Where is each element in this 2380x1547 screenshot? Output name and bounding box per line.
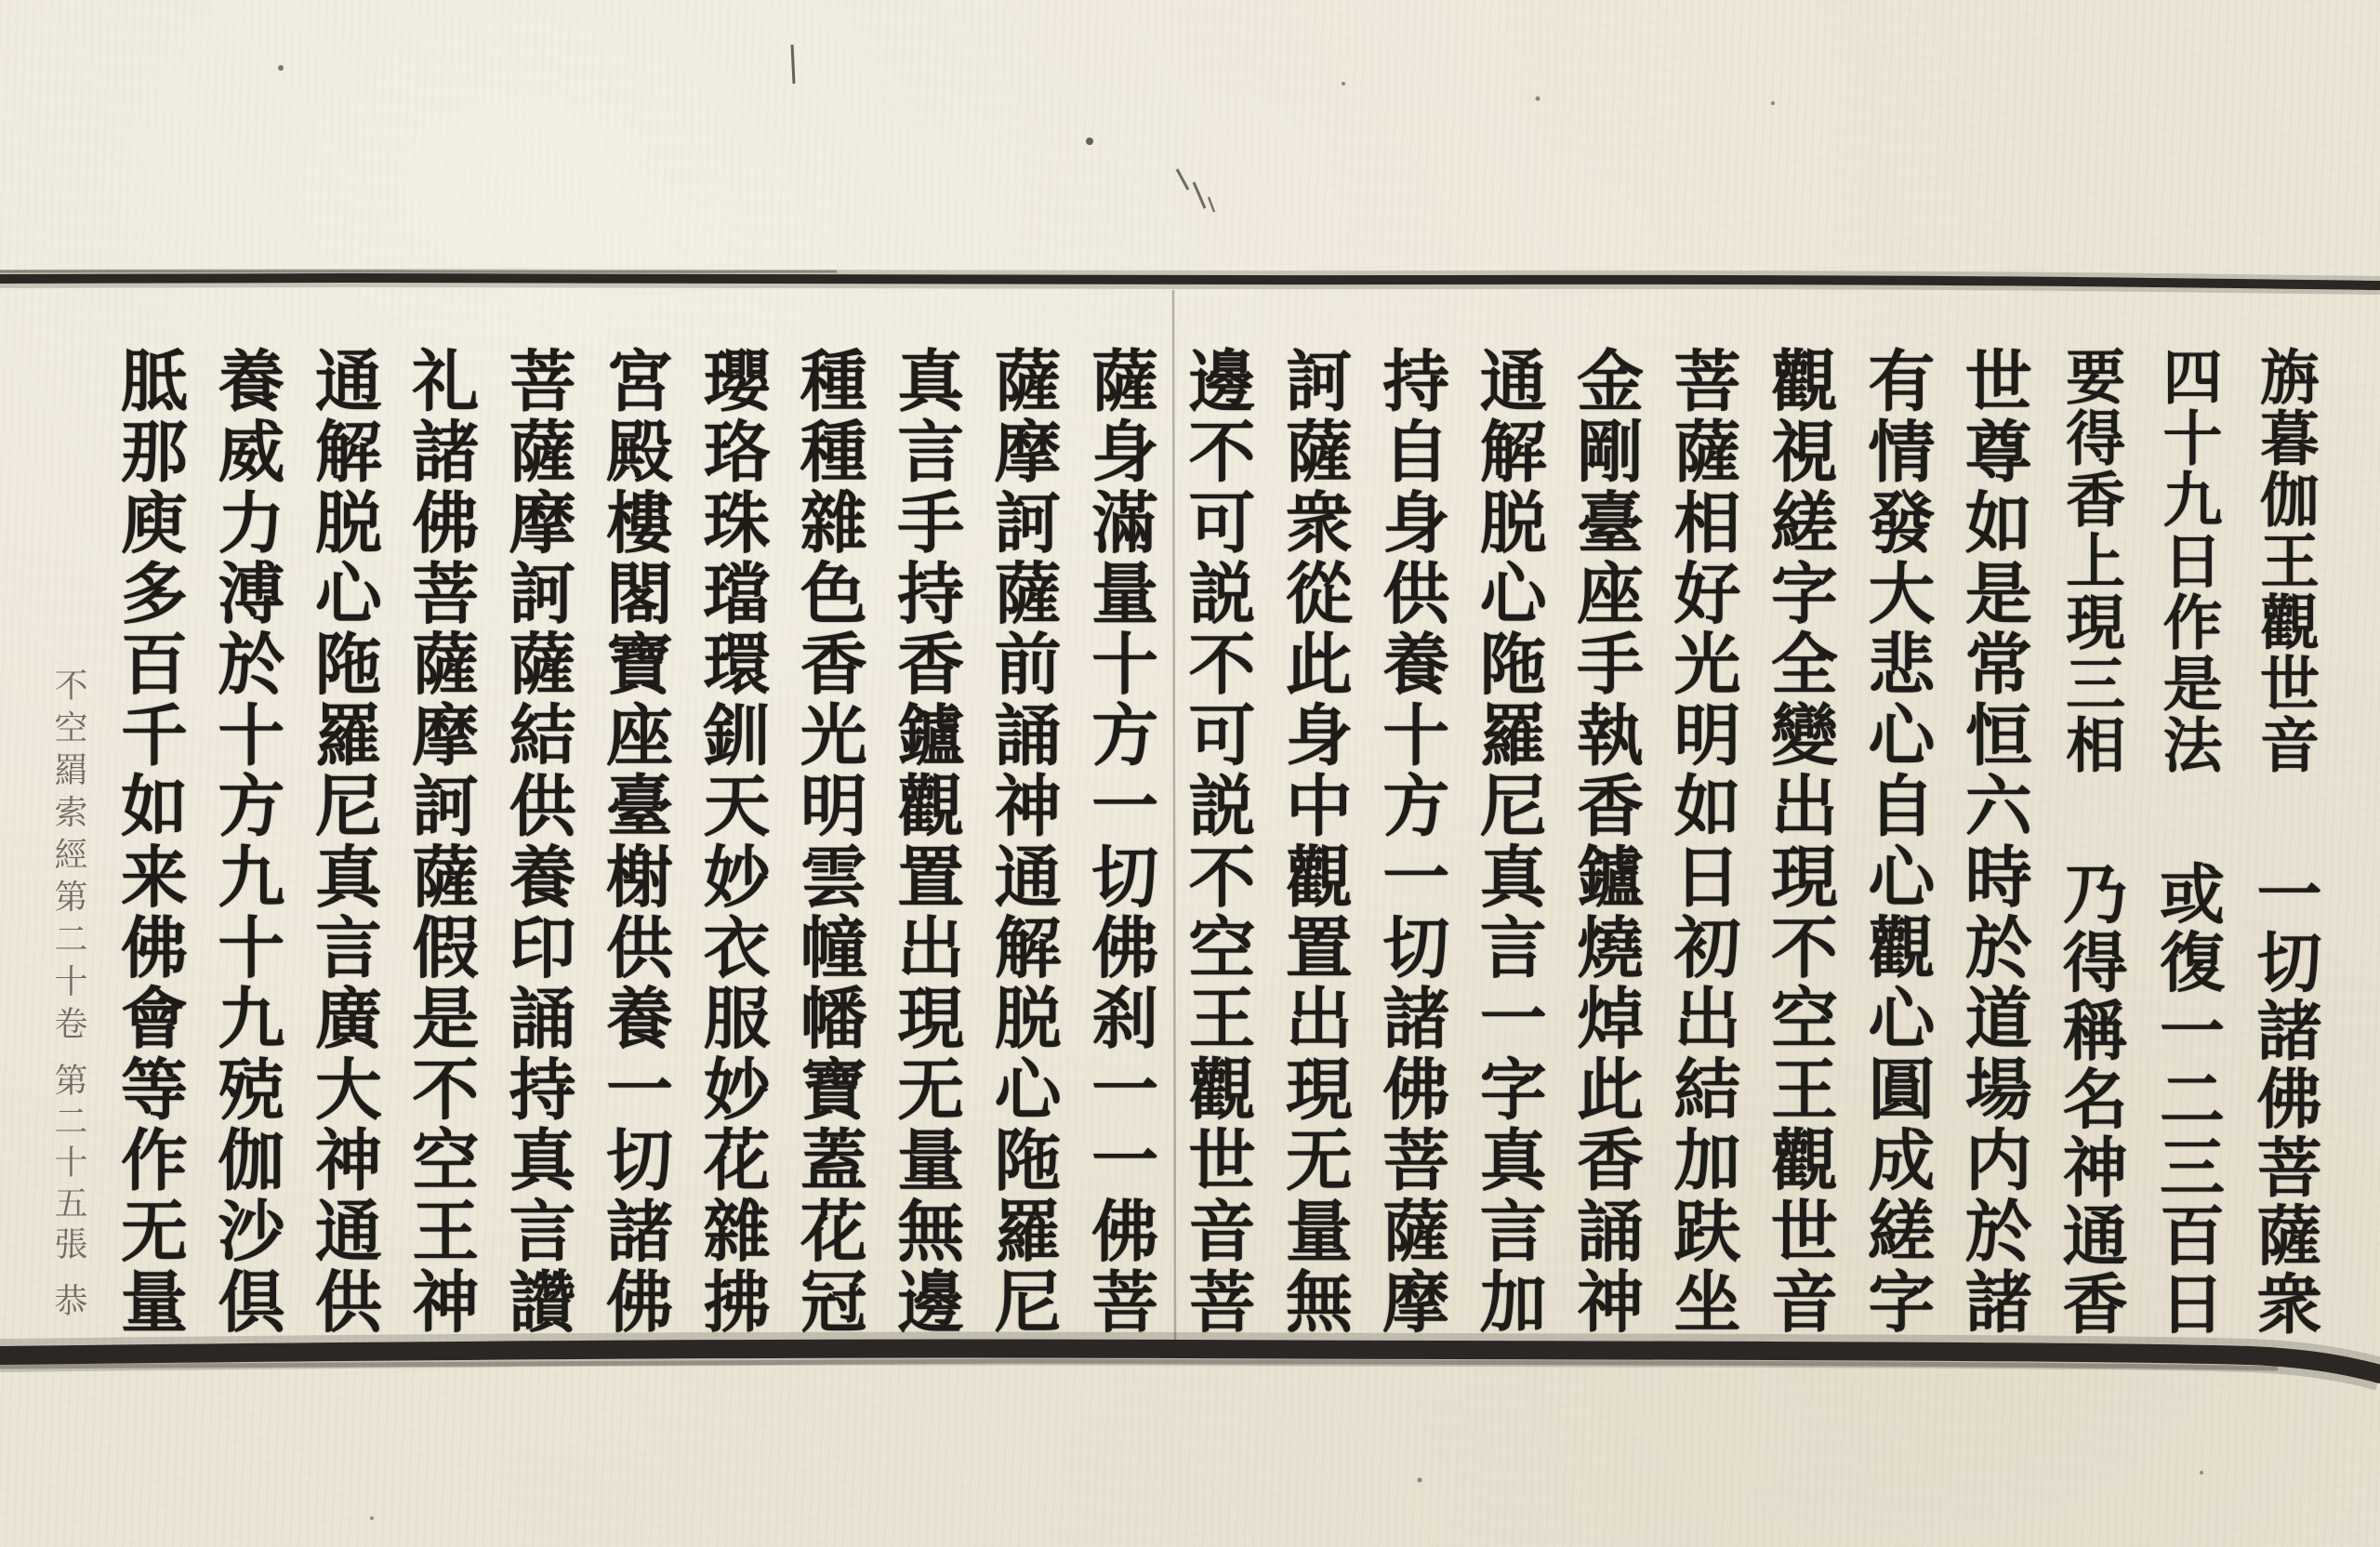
paper-speck [278,65,284,71]
column-text: 金剛臺座手執香鑪燒焯此香誦神 [1566,346,1646,1338]
margin-case-mark: 恭 [49,1283,87,1316]
verse-line-lower: 或復一二三百日 [2149,860,2227,1339]
frame-border-top-bleed [0,278,2380,285]
text-columns [104,346,2329,1339]
verse-line-upper: 要得香上現三相 [2056,346,2126,775]
column-text: 礼諸佛菩薩摩訶薩假是不空王神 [401,346,481,1338]
text-column [978,346,1067,1339]
margin-volume-label: 不空羂索經第二十卷 [49,668,87,1049]
frame-border-top-line [0,278,2380,285]
text-column [1075,346,1164,1339]
column-text: 真言手持香鑪觀置出現无量無邊 [886,346,966,1338]
column-text: 菩薩摩訶薩結供養印誦持真言讚 [497,346,577,1338]
column-text: 有情發大悲心自心觀心圓成縒字 [1857,346,1937,1338]
text-column [1754,346,1844,1339]
column-text: 瓔珞珠璫環釧天妙衣服妙花雜拂 [692,346,772,1338]
column-text: 胝那庾多百千如来佛會等作无量 [110,346,189,1338]
text-column [1560,346,1649,1339]
paper-speck [1418,1478,1422,1483]
verse-line-lower: 一切諸佛菩薩衆 [2245,860,2323,1339]
frame-border-bottom [0,1348,2380,1374]
verse-line-upper: 四十九日作是法 [2152,346,2223,775]
frame-border-top-hairline [0,271,837,272]
text-column [2045,346,2135,1339]
column-text: 持自身供養十方一切諸佛菩薩摩 [1371,346,1451,1338]
text-column [1658,346,1747,1339]
column-text: 訶薩衆從此身中觀置出現无量無 [1274,346,1354,1338]
text-column [1463,346,1553,1339]
text-column [298,346,388,1339]
text-column [1171,346,1261,1339]
column-text: 種種雜色香光明雲幢幡寶蓋花冠 [788,346,868,1338]
paper-speck [1194,182,1205,208]
frame-border-top [0,271,2380,285]
text-column [880,346,970,1339]
column-text: 通解脱心陁羅尼真言一字真言加 [1468,346,1548,1338]
column-text: 世尊如是常恒六時於道場内於諸 [1953,346,2033,1338]
text-column [686,346,775,1339]
text-column [2143,346,2232,1339]
verse-line-upper: 旃暮伽王觀世音 [2249,346,2320,775]
frame-border-bottom-smudge [0,1361,2278,1368]
column-text: 宮殿樓閣寶座臺榭供養一切諸佛 [595,346,675,1338]
margin-sheet-label: 第二十五張 [49,1063,87,1267]
paper-speck [2200,1471,2203,1474]
text-column [1269,346,1358,1339]
text-column [395,346,484,1339]
column-text: 通解脱心陁羅尼真言廣大神通供 [303,346,383,1338]
verse-line-lower: 乃得稱名神通香 [2052,860,2130,1339]
text-column [589,346,679,1339]
paper-speck [1342,82,1345,86]
text-column [784,346,873,1339]
frame-border-bottom-line [0,1348,2380,1374]
text-column [1366,346,1455,1339]
frame-border-bottom-bleed [0,1348,2380,1374]
paper-speck [1177,169,1188,190]
margin-note [46,668,90,1328]
text-column [2240,346,2329,1339]
text-column [1949,346,2038,1339]
column-text: 薩身滿量十方一切佛刹一一佛菩 [1080,346,1160,1338]
text-column [201,346,290,1339]
paper-speck [792,45,794,84]
column-text: 邊不可説不可説不空王觀世音菩 [1177,346,1257,1338]
paper-speck [1086,138,1093,145]
paper-speck [370,1516,374,1520]
column-text: 觀視縒字全變出現不空王觀世音 [1759,346,1839,1338]
column-text: 薩摩訶薩前誦神通解脱心陁羅尼 [983,346,1063,1338]
paper-speck [1536,97,1540,101]
text-column [493,346,582,1339]
paper-speck [1771,101,1775,105]
text-column [1851,346,1940,1339]
column-text: 養威力溥於十方九十九殑伽沙倶 [206,346,286,1338]
paper-speck [1209,197,1214,212]
column-text: 菩薩相好光明如日初出結加趺坐 [1662,346,1742,1338]
text-column [104,346,193,1339]
